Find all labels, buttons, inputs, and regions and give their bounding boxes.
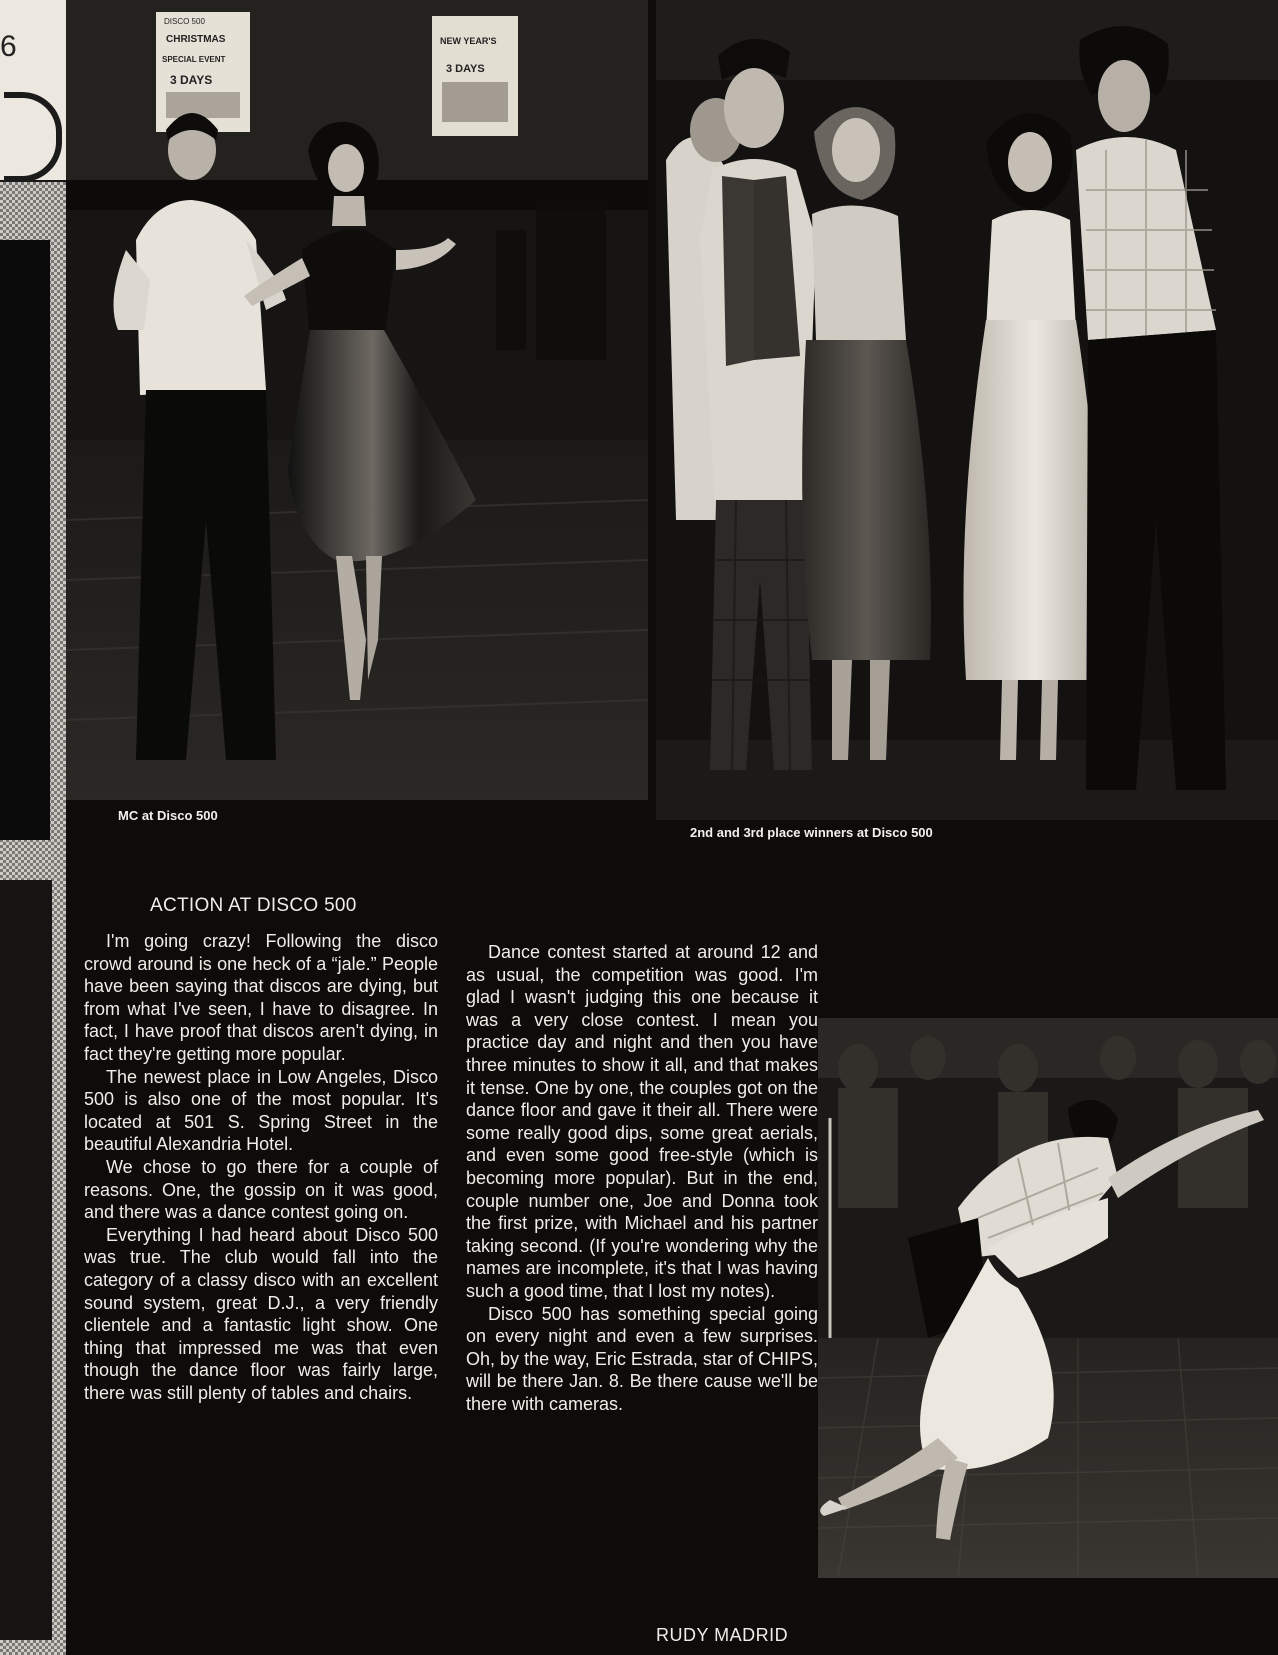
caption-winners: 2nd and 3rd place winners at Disco 500 (690, 825, 933, 840)
paragraph-left-4: Everything I had heard about Disco 500 was true. The club would fall into the category of a classy disco with an excellent sound system, great D.J., a very friendly clientele and a fantastic light show. One thing that impressed me was that even though the dance floor was fairly large, there was still plenty of tables and chairs. (84, 1224, 438, 1403)
paragraph-right-1: Dance contest started at around 12 and as usual, the competition was good. I'm glad I wasn't judging this one because it was a very close contest. I mean you practice day and night and then you have three minutes to show it all, and that makes it tense. One by one, the couples got on the dance floor and gave it their all. There were some really good dips, some great aerials, and even some good free-style (which is becoming more popular). But in the end, couple number one, Joe and Donna took the first prize, with Michael and his partner taking second. (If you're wondering why the names are incomplete, it's that I was having such a good time, that I lost my notes). (466, 942, 818, 1301)
article-column-left (84, 930, 438, 1404)
photo-mc-dancing (66, 0, 648, 800)
poster-right-line-1: NEW YEAR'S (440, 36, 497, 46)
facing-page-edge (0, 0, 66, 1655)
facing-page-photo-lower (0, 880, 52, 1640)
paragraph-right-2: Disco 500 has something special going on every night and even a few surprises. Oh, by the way, Eric Estrada, star of CHIPS, will be there Jan. 8. Be there cause we'll be there with cameras. (466, 1303, 818, 1414)
poster-left-line-3: SPECIAL EVENT (162, 55, 226, 64)
poster-left-line-4: 3 DAYS (170, 73, 213, 87)
article-column-right (466, 941, 818, 1415)
facing-page-photo (0, 240, 50, 840)
caption-mc: MC at Disco 500 (118, 808, 218, 823)
paragraph-left-3: We chose to go there for a couple of reasons. One, the gossip on it was good, and there was a dance contest going on. (84, 1156, 438, 1223)
page-number: 6 (0, 30, 17, 63)
photo-mc-illustration (66, 0, 648, 800)
poster-new-years (432, 16, 518, 136)
paragraph-left-2: The newest place in Low Angeles, Disco 500 is also one of the most popular. It's located at 501 S. Spring Street in the beautiful Alexandria Hotel. (84, 1066, 438, 1155)
poster-christmas (156, 12, 250, 132)
poster-right-line-2: 3 DAYS (446, 63, 485, 75)
paragraph-left-1: I'm going crazy! Following the disco crowd around is one heck of a “jale.” People have been saying that discos are dying, but from what I've seen, I have to disagree. In fact, I have proof that discos aren't dying, in fact they're getting more popular. (84, 931, 438, 1064)
article-headline: ACTION AT DISCO 500 (150, 895, 357, 916)
photo-dip-illustration (818, 1018, 1278, 1578)
photo-winners (656, 0, 1278, 820)
poster-left-line-2: CHRISTMAS (166, 34, 226, 45)
article-byline: RUDY MADRID (656, 1625, 789, 1645)
poster-left-line-1: DISCO 500 (164, 17, 205, 26)
photo-dance-dip (818, 1018, 1278, 1578)
photo-winners-illustration (656, 0, 1278, 820)
